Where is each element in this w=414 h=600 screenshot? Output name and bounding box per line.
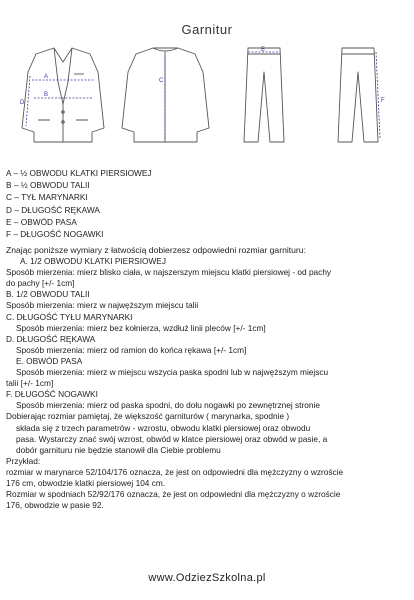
label-b: B — [44, 92, 49, 98]
section-a-text: Sposób mierzenia: mierz blisko ciała, w najszerszym miejscu klatki piersiowej - od pachy — [6, 267, 332, 278]
section-f-text: Sposób mierzenia: mierz od paska spodni, do dołu nogawki po zewnętrznej stronie — [16, 400, 320, 411]
label-f: F — [381, 98, 385, 104]
size-note-line: dobór garnituru nie będzie stanowił dla Ciebie problemu — [16, 444, 221, 455]
example-line: Rozmiar w spodniach 52/92/176 oznacza, że jest on odpowiedni dla mężczyzny o wzroście — [6, 489, 341, 500]
trousers-back-illustration — [338, 48, 378, 142]
website-footer: www.OdziezSzkolna.pl — [148, 572, 266, 584]
legend-item: B – ½ OBWODU TALII — [6, 180, 90, 191]
label-e: E — [261, 47, 266, 53]
section-e-text-cont: talii [+/- 1cm] — [6, 378, 54, 389]
section-c-text: Sposób mierzenia: mierz bez kołnierza, wzdłuż linii pleców [+/- 1cm] — [16, 322, 266, 333]
jacket-back-illustration — [122, 48, 209, 142]
label-c: C — [159, 78, 164, 84]
section-b-text: Sposób mierzenia: mierz w najwęższym miejscu talii — [6, 300, 199, 311]
size-note-line: pasa. Wystarczy znać swój wzrost, obwód w klatce piersiowej oraz obwód w pasie, a — [16, 433, 328, 444]
label-a: A — [44, 74, 49, 80]
page-title: Garnitur — [181, 22, 233, 37]
legend-item: D – DŁUGOŚĆ RĘKAWA — [6, 204, 100, 215]
legend-item: F – DŁUGOŚĆ NOGAWKI — [6, 229, 104, 240]
label-d: D — [20, 100, 25, 106]
size-note-line: składa się z trzech parametrów - wzrostu, obwodu klatki piersiowej oraz obwodu — [16, 422, 311, 433]
suit-diagram — [8, 42, 406, 144]
section-d-heading: D. DŁUGOŚĆ RĘKAWA — [6, 333, 96, 344]
section-d-text: Sposób mierzenia: mierz od ramion do końca rękawa [+/- 1cm] — [16, 344, 247, 355]
section-e-heading: E. OBWÓD PASA — [16, 355, 83, 366]
example-line: 176, obwodzie w pasie 92. — [6, 500, 104, 511]
intro-text: Znając poniższe wymiary z łatwością dobierzesz odpowiedni rozmiar garnituru: — [6, 245, 306, 255]
garment-diagrams — [8, 42, 406, 144]
example-line: rozmiar w marynarce 52/104/176 oznacza, że jest on odpowiedni dla mężczyzny o wzroście — [6, 466, 344, 477]
example-heading: Przykład: — [6, 455, 41, 466]
section-c-heading: C. DŁUGOŚĆ TYŁU MARYNARKI — [6, 311, 133, 322]
size-note-line: Dobierając rozmiar pamiętaj, że większość garniturów ( marynarka, spodnie ) — [6, 411, 290, 422]
section-f-heading: F. DŁUGOŚĆ NOGAWKI — [6, 389, 98, 400]
section-a-text-cont: do pachy [+/- 1cm] — [6, 278, 75, 289]
section-b-heading: B. 1/2 OBWODU TALII — [6, 289, 90, 300]
legend-item: C – TYŁ MARYNARKI — [6, 192, 88, 203]
legend-item: A – ½ OBWODU KLATKI PIERSIOWEJ — [6, 168, 152, 178]
section-e-text: Sposób mierzenia: mierz w miejscu wszycia paska spodni lub w najwęższym miejscu — [16, 367, 329, 378]
section-a-heading: A. 1/2 OBWODU KLATKI PIERSIOWEJ — [20, 256, 166, 267]
jacket-front-illustration — [22, 48, 104, 142]
measurement-legend — [6, 167, 306, 240]
trousers-front-illustration — [244, 48, 284, 142]
measurement-instructions — [6, 245, 408, 511]
legend-item: E – OBWÓD PASA — [6, 216, 77, 227]
example-line: 176 cm, obwodzie klatki piersiowej 104 cm. — [6, 477, 166, 488]
